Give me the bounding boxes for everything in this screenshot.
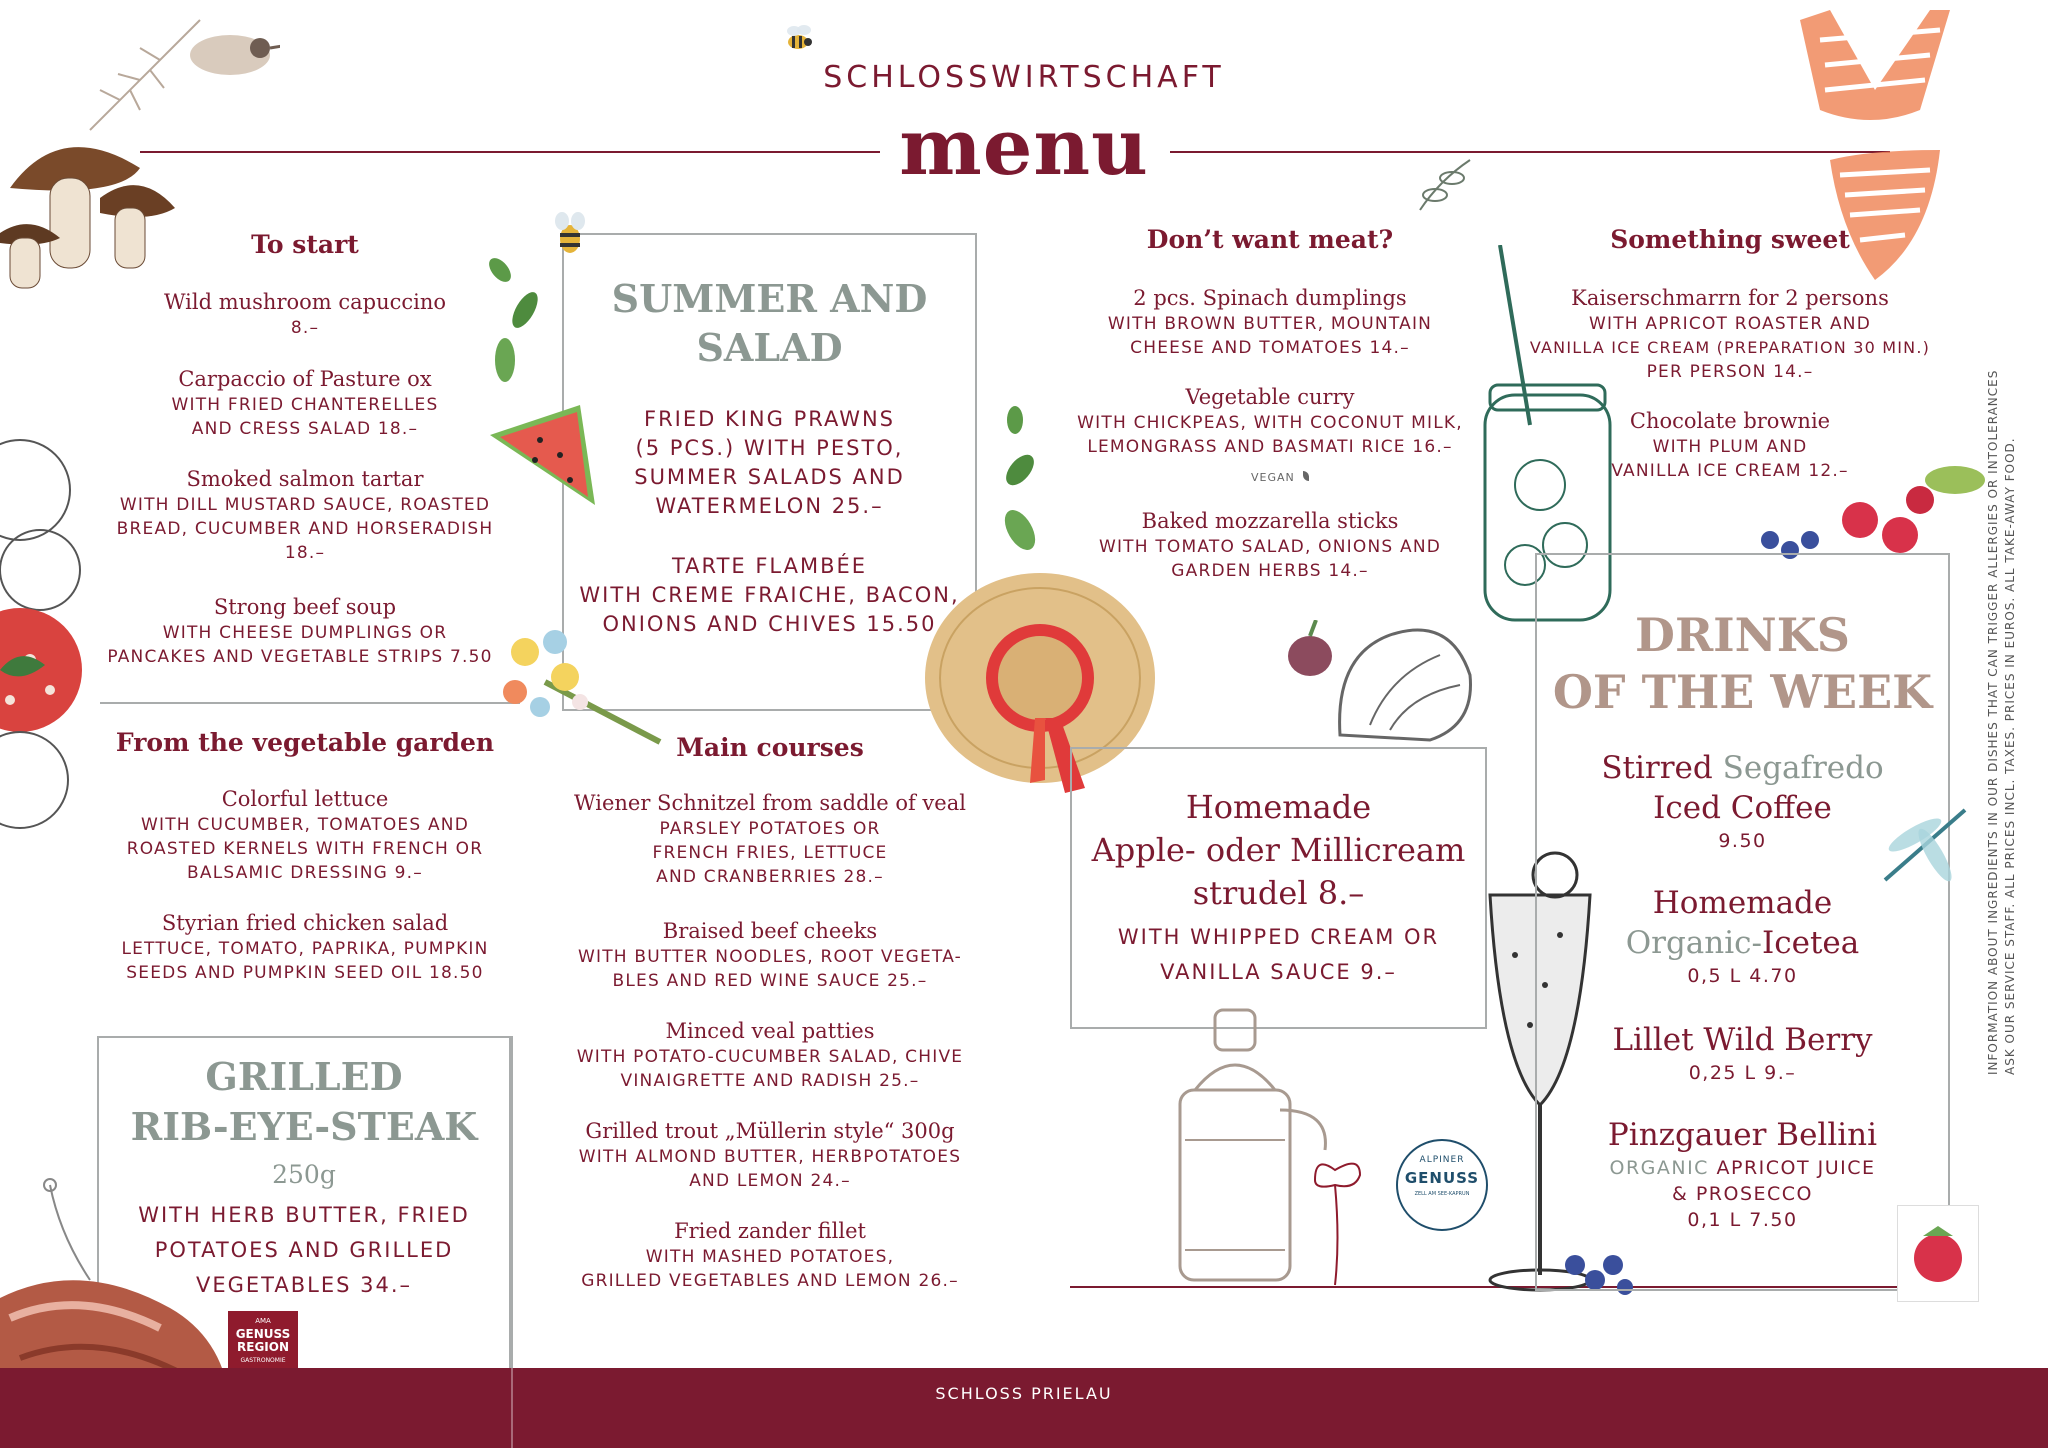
- dish-name: Baked mozzarella sticks: [1141, 509, 1399, 533]
- allergy-note: [1985, 370, 2019, 1075]
- drink-item: [1535, 1020, 1950, 1086]
- section-vegetable-garden-heading: From the vegetable garden: [115, 728, 495, 757]
- drink-name: Iced Coffee: [1653, 790, 1832, 826]
- dish-item: [75, 289, 535, 340]
- summer-title-line1: SUMMER AND: [611, 276, 928, 321]
- dish-desc: SEEDS AND PUMPKIN SEED OIL 18.50: [126, 963, 484, 983]
- flower-sketch: [30, 1175, 100, 1289]
- desc-line: ONIONS AND CHIVES 15.50: [602, 612, 937, 636]
- leaves-illustration: [995, 400, 1045, 574]
- drink-name: [1535, 923, 1950, 963]
- drink-name: [1535, 748, 1950, 788]
- dish-desc: PER PERSON 14.–: [1646, 362, 1814, 382]
- footer-divider-vertical: [511, 1368, 513, 1448]
- dish-desc: AND CRANBERRIES 28.–: [656, 867, 884, 887]
- dish-name: Carpaccio of Pasture ox: [178, 367, 432, 391]
- dish-item: [75, 366, 535, 441]
- dish-price: 18.–: [284, 543, 326, 563]
- drink-desc-part: APRICOT JUICE: [1716, 1157, 1876, 1179]
- strudel-desc: [1070, 920, 1487, 990]
- badge-text: GENUSS: [1404, 1169, 1480, 1187]
- dish-desc: WITH BUTTER NOODLES, ROOT VEGETA-: [577, 947, 962, 967]
- steak-desc-line: WITH HERB BUTTER, FRIED: [138, 1203, 470, 1227]
- dish-desc: CHEESE AND TOMATOES 14.–: [1130, 338, 1410, 358]
- badge-text: REGION: [237, 1340, 289, 1354]
- dish-desc: ROASTED KERNELS WITH FRENCH OR: [126, 839, 484, 859]
- dish-name: Smoked salmon tartar: [186, 467, 424, 491]
- desc-line: WITH WHIPPED CREAM OR: [1117, 925, 1440, 949]
- section-sweet-heading: Something sweet: [1610, 225, 1850, 254]
- badge-text: ALPINER: [1419, 1155, 1465, 1165]
- drink-organic: ORGANIC: [1609, 1157, 1717, 1179]
- drink-price: 0,5 L 4.70: [1687, 965, 1798, 987]
- dish-name: Grilled trout „Müllerin style“ 300g: [585, 1119, 955, 1143]
- dragonfly-illustration: [1870, 790, 1980, 904]
- dish-item: [550, 1118, 990, 1193]
- raspberry-card-illustration: [1897, 1205, 1979, 1302]
- dish-desc: VANILLA ICE CREAM 12.–: [1611, 461, 1849, 481]
- dish-name: Strong beef soup: [213, 595, 397, 619]
- steak-desc-line: VEGETABLES 34.–: [195, 1273, 413, 1297]
- badge-text: AMA: [255, 1317, 271, 1325]
- dish-item: [75, 466, 535, 565]
- dish-desc: WITH POTATO-CUCUMBER SALAD, CHIVE: [576, 1047, 964, 1067]
- strudel-line2: Apple- oder Millicream: [1091, 831, 1466, 869]
- dish-desc: BALSAMIC DRESSING 9.–: [187, 863, 423, 883]
- footer-bar: [0, 1368, 2048, 1448]
- dish-item: [1050, 285, 1490, 360]
- dish-item: [550, 790, 990, 889]
- dish-name: Styrian fried chicken salad: [161, 911, 449, 935]
- strudel-line3: strudel 8.–: [1192, 874, 1365, 912]
- dish-name: Fried zander fillet: [674, 1219, 866, 1243]
- dish-item-desc-wide: [80, 645, 520, 669]
- badge-text: GASTRONOMIE: [240, 1357, 286, 1364]
- dish-desc: VANILLA ICE CREAM (PREPARATION 30 MIN.): [1529, 338, 1931, 357]
- steak-title-line1: GRILLED: [205, 1054, 403, 1099]
- dish-item: [550, 1018, 990, 1093]
- dish-name: Wild mushroom capuccino: [163, 290, 447, 314]
- drink-desc: & PROSECCO: [1671, 1183, 1814, 1205]
- steak-title-line2: RIB-EYE-STEAK: [130, 1104, 478, 1149]
- dish-desc: LEMONGRASS AND BASMATI RICE 16.–: [1087, 437, 1453, 457]
- dish-desc: BLES AND RED WINE SAUCE 25.–: [612, 971, 928, 991]
- herb-sketch: [1410, 150, 1480, 224]
- strudel-line1: Homemade: [1185, 788, 1372, 826]
- bee-icon: [776, 16, 820, 64]
- dish-desc: AND LEMON 24.–: [689, 1171, 851, 1191]
- steak-desc-line: POTATOES AND GRILLED: [154, 1238, 454, 1262]
- badge-text: GENUSS: [235, 1327, 291, 1341]
- dish-desc: VINAIGRETTE AND RADISH 25.–: [620, 1071, 920, 1091]
- dish-desc: WITH DILL MUSTARD SAUCE, ROASTED: [119, 495, 491, 515]
- drinks-title-line1: DRINKS: [1635, 608, 1850, 662]
- dish-item: [100, 594, 510, 645]
- dish-desc: PARSLEY POTATOES OR: [659, 819, 881, 839]
- drink-price: 9.50: [1718, 830, 1767, 852]
- prawns-desc: [562, 405, 977, 521]
- tomato-illustration: [0, 430, 100, 854]
- dish-desc: WITH BROWN BUTTER, MOUNTAIN: [1107, 314, 1433, 334]
- drink-name: Homemade: [1652, 885, 1833, 921]
- dish-desc: WITH APRICOT ROASTER AND: [1588, 314, 1872, 334]
- dish-name: Vegetable curry: [1185, 385, 1355, 409]
- dish-desc: WITH CUCUMBER, TOMATOES AND: [141, 815, 469, 835]
- dish-desc: AND CRESS SALAD 18.–: [191, 419, 419, 439]
- dish-price: 8.–: [290, 318, 320, 338]
- desc-line: WATERMELON 25.–: [655, 494, 884, 518]
- section-to-start-heading: To start: [251, 230, 359, 259]
- drink-name-part: Icetea: [1762, 925, 1860, 961]
- dish-item: [95, 910, 515, 985]
- dish-desc: PANCAKES AND VEGETABLE STRIPS 7.50: [107, 647, 493, 667]
- mushroom-illustration: [0, 118, 180, 302]
- desc-line: TARTE FLAMBÉE: [671, 554, 868, 578]
- dish-desc: GRILLED VEGETABLES AND LEMON 26.–: [581, 1271, 959, 1291]
- section-main-courses-heading: Main courses: [676, 733, 864, 762]
- dish-name: Kaiserschmarrn for 2 persons: [1571, 286, 1889, 310]
- lettuce-illustration: [1330, 615, 1480, 749]
- drink-name: Lillet Wild Berry: [1612, 1022, 1873, 1058]
- dish-desc: WITH MASHED POTATOES,: [645, 1247, 895, 1267]
- desc-line: FRIED KING PRAWNS: [643, 407, 896, 431]
- desc-line: VANILLA SAUCE 9.–: [1160, 960, 1397, 984]
- allergy-note-line: INFORMATION ABOUT INGREDIENTS IN OUR DISHES THAT CAN TRIGGER ALLERGIES OR INTOLERANCES: [1986, 369, 2000, 1075]
- dish-item: [1050, 384, 1490, 459]
- dish-name: Colorful lettuce: [221, 787, 389, 811]
- dish-name: Chocolate brownie: [1629, 409, 1831, 433]
- steak-weight: 250g: [272, 1160, 336, 1189]
- dish-desc: WITH CHEESE DUMPLINGS OR: [162, 623, 448, 643]
- vegan-tag: [1251, 471, 1309, 484]
- dish-desc: WITH PLUM AND: [1652, 437, 1808, 457]
- drink-name: Pinzgauer Bellini: [1607, 1117, 1878, 1153]
- section-no-meat-heading: Don’t want meat?: [1146, 225, 1394, 254]
- watermelon-illustration: [485, 395, 605, 519]
- dish-name: Wiener Schnitzel from saddle of veal: [574, 791, 966, 815]
- drinks-title-line2: OF THE WEEK: [1552, 665, 1933, 719]
- brand-name: SCHLOSSWIRTSCHAFT: [823, 60, 1225, 95]
- desc-line: SUMMER SALADS AND: [634, 465, 905, 489]
- dish-item: [95, 786, 515, 885]
- drink-organic: Organic-: [1625, 925, 1763, 961]
- dish-desc: WITH FRIED CHANTERELLES: [171, 395, 439, 415]
- page-title: menu: [899, 102, 1149, 193]
- badge-text: ZELL AM SEE-KAPRUN: [1414, 1191, 1470, 1197]
- summer-title-line2: SALAD: [696, 325, 843, 370]
- dish-item: [550, 918, 990, 993]
- dish-desc: LETTUCE, TOMATO, PAPRIKA, PUMPKIN: [121, 939, 489, 959]
- dish-name: 2 pcs. Spinach dumplings: [1133, 286, 1407, 310]
- drink-item: [1535, 1115, 1950, 1233]
- dish-name: Minced veal patties: [665, 1019, 875, 1043]
- leaves-illustration: [480, 250, 550, 394]
- poppy-illustration: [1305, 1150, 1375, 1294]
- drink-price: 0,25 L 9.–: [1688, 1062, 1797, 1084]
- desc-line: WITH CREME FRAICHE, BACON,: [579, 583, 960, 607]
- dish-desc: WITH ALMOND BUTTER, HERBPOTATOES: [578, 1147, 962, 1167]
- divider-left: [100, 702, 520, 704]
- bee-icon: [548, 203, 592, 267]
- leaf-icon: [1303, 471, 1309, 481]
- dish-desc: BREAD, CUCUMBER AND HORSERADISH: [116, 519, 494, 539]
- drink-price: 0,1 L 7.50: [1687, 1209, 1798, 1231]
- vegan-label: VEGAN: [1251, 471, 1295, 484]
- dish-desc: WITH CHICKPEAS, WITH COCONUT MILK,: [1077, 413, 1463, 433]
- desc-line: (5 PCS.) WITH PESTO,: [635, 436, 904, 460]
- dish-desc: FRENCH FRIES, LETTUCE: [652, 843, 888, 863]
- dish-desc: WITH TOMATO SALAD, ONIONS AND: [1098, 537, 1442, 557]
- dish-name: Braised beef cheeks: [662, 919, 878, 943]
- drink-brand: Segafredo: [1722, 750, 1884, 786]
- dish-desc: GARDEN HERBS 14.–: [1171, 561, 1369, 581]
- dish-item: [550, 1218, 990, 1293]
- drink-desc: [1535, 1155, 1950, 1181]
- footer-text: SCHLOSS PRIELAU: [935, 1384, 1113, 1403]
- allergy-note-line: ASK OUR SERVICE STAFF. ALL PRICES INCL. TAXES. PRICES IN EUROS. ALL TAKE-AWAY FOOD.: [2003, 437, 2017, 1075]
- drink-name-part: Stirred: [1601, 750, 1723, 786]
